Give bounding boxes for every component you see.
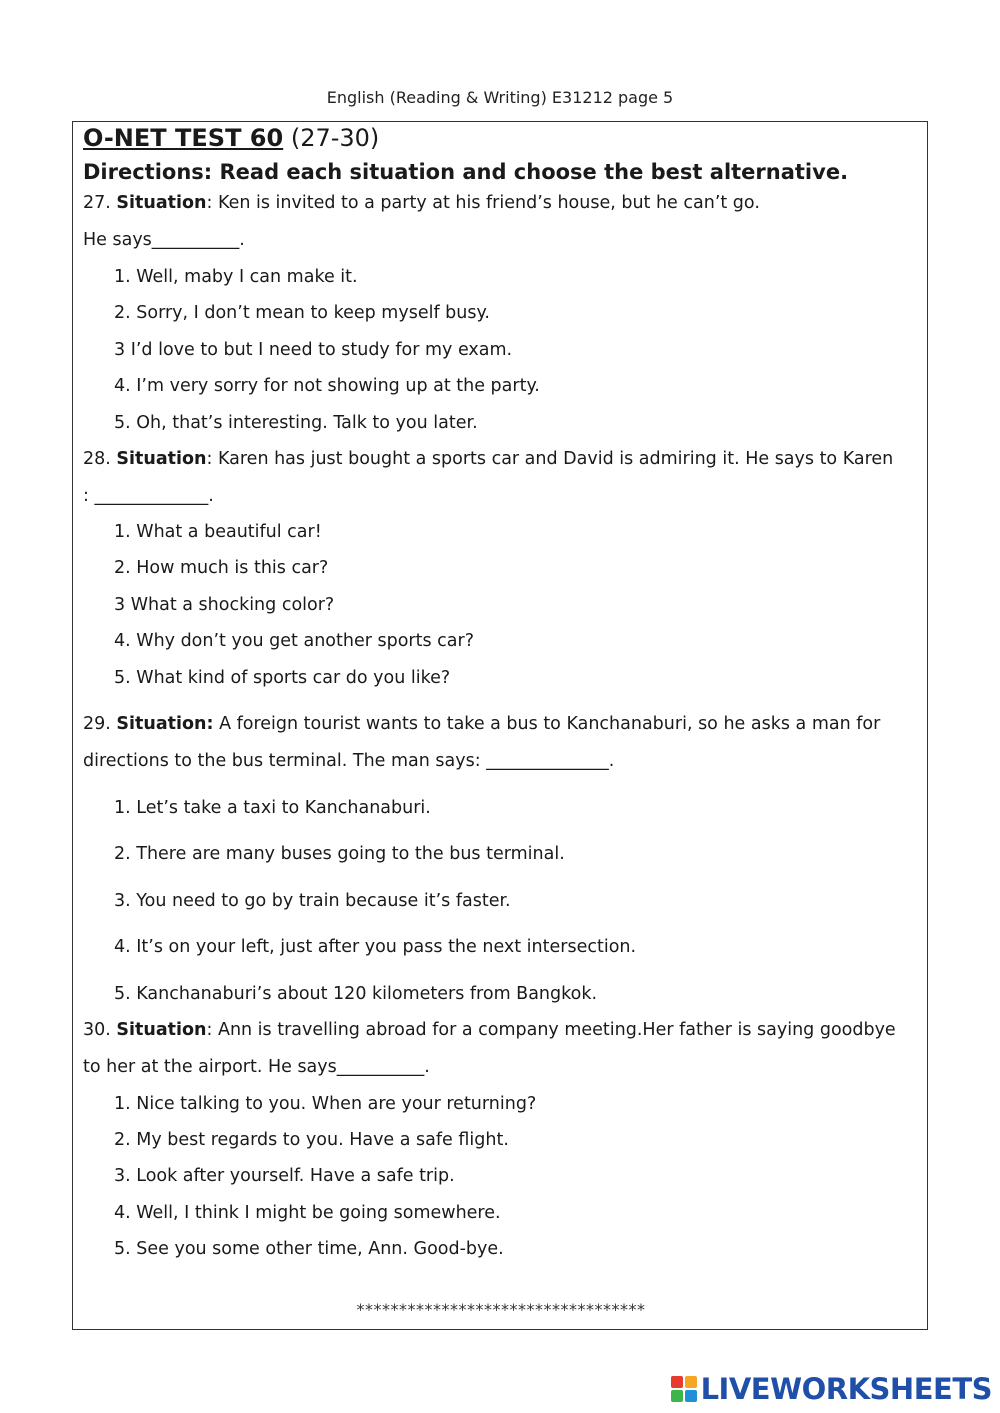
q27-option-3[interactable]: 3 I’d love to but I need to study for my exam.	[114, 340, 513, 360]
q30-option-3[interactable]: 3. Look after yourself. Have a safe trip.	[114, 1166, 455, 1186]
q29-option-3[interactable]: 3. You need to go by train because it’s faster.	[114, 891, 511, 911]
question-30-line2: to her at the airport. He says__________.	[83, 1057, 430, 1077]
test-title-range: (27-30)	[283, 124, 380, 152]
directions: Directions: Read each situation and choose the best alternative.	[83, 160, 849, 184]
test-title	[83, 124, 379, 152]
logo-grid-icon	[671, 1376, 697, 1402]
logo-square-orange	[685, 1376, 697, 1388]
question-29-line2: directions to the bus terminal. The man says: ______________.	[83, 751, 615, 771]
question-text: A foreign tourist wants to take a bus to Kanchanaburi, so he asks a man for	[213, 714, 881, 734]
q28-option-5[interactable]: 5. What kind of sports car do you like?	[114, 668, 451, 688]
question-text: Ken is invited to a party at his friend’s house, but he can’t go.	[212, 193, 760, 213]
question-number: 29.	[83, 714, 117, 734]
q29-option-2[interactable]: 2. There are many buses going to the bus terminal.	[114, 844, 565, 864]
situation-label: Situation	[116, 1020, 207, 1040]
q29-option-1[interactable]: 1. Let’s take a taxi to Kanchanaburi.	[114, 798, 431, 818]
q30-option-1[interactable]: 1. Nice talking to you. When are your returning?	[114, 1094, 537, 1114]
brand-name: LIVEWORKSHEETS	[700, 1372, 992, 1406]
q30-option-4[interactable]: 4. Well, I think I might be going somewhere.	[114, 1203, 501, 1223]
question-28-line2: : _____________.	[83, 486, 214, 506]
situation-label: Situation:	[116, 714, 214, 734]
q30-option-2[interactable]: 2. My best regards to you. Have a safe flight.	[114, 1130, 509, 1150]
question-text: Ann is travelling abroad for a company meeting.Her father is saying goodbye	[212, 1020, 896, 1040]
separator: :	[206, 449, 213, 469]
situation-label: Situation	[116, 449, 207, 469]
question-30-line1	[83, 1020, 896, 1040]
situation-label: Situation	[116, 193, 207, 213]
separator: :	[206, 193, 213, 213]
q27-option-2[interactable]: 2. Sorry, I don’t mean to keep myself busy.	[114, 303, 490, 323]
question-number: 27.	[83, 193, 117, 213]
q27-option-5[interactable]: 5. Oh, that’s interesting. Talk to you later.	[114, 413, 478, 433]
q28-option-2[interactable]: 2. How much is this car?	[114, 558, 329, 578]
question-27-line1	[83, 193, 760, 213]
end-marks: **********************************	[356, 1300, 646, 1319]
question-29-line1	[83, 714, 880, 734]
logo-square-blue	[685, 1390, 697, 1402]
question-text: Karen has just bought a sports car and David is admiring it. He says to Karen	[212, 449, 894, 469]
question-28-line1	[83, 449, 893, 469]
q28-option-1[interactable]: 1. What a beautiful car!	[114, 522, 322, 542]
worksheet-frame	[72, 121, 928, 1330]
q30-option-5[interactable]: 5. See you some other time, Ann. Good-bye.	[114, 1239, 504, 1259]
question-number: 28.	[83, 449, 117, 469]
question-number: 30.	[83, 1020, 117, 1040]
q28-option-4[interactable]: 4. Why don’t you get another sports car?	[114, 631, 474, 651]
logo-square-green	[671, 1390, 683, 1402]
question-27-line2: He says__________.	[83, 230, 245, 250]
q27-option-1[interactable]: 1. Well, maby I can make it.	[114, 267, 358, 287]
liveworksheets-logo[interactable]	[671, 1373, 992, 1405]
test-title-strong: O-NET TEST 60	[83, 124, 284, 152]
logo-square-red	[671, 1376, 683, 1388]
q27-option-4[interactable]: 4. I’m very sorry for not showing up at the party.	[114, 376, 540, 396]
q29-option-5[interactable]: 5. Kanchanaburi’s about 120 kilometers from Bangkok.	[114, 984, 598, 1004]
q29-option-4[interactable]: 4. It’s on your left, just after you pass the next intersection.	[114, 937, 637, 957]
separator: :	[206, 1020, 213, 1040]
page-header: English (Reading & Writing) E31212 page 5	[326, 88, 674, 107]
q28-option-3[interactable]: 3 What a shocking color?	[114, 595, 335, 615]
